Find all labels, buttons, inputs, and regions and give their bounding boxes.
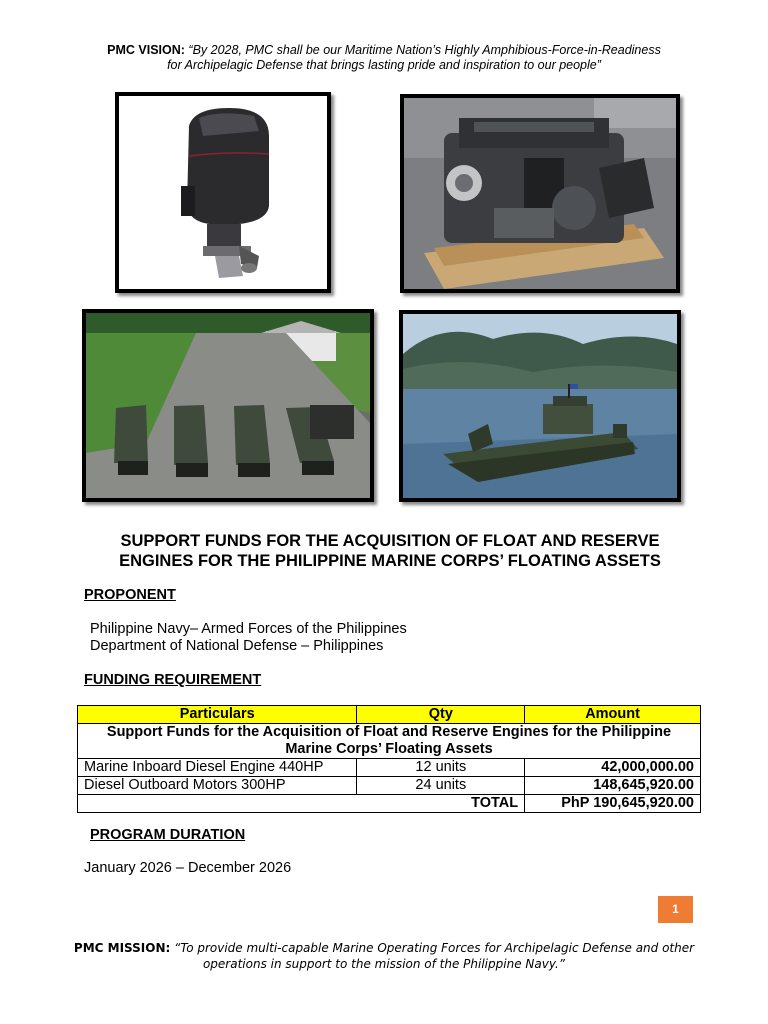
patrol-boat-icon <box>403 314 677 498</box>
particular-cell: Marine Inboard Diesel Engine 440HP <box>78 759 357 777</box>
funding-heading: FUNDING REQUIREMENT <box>84 672 262 688</box>
column-header: Qty <box>357 706 525 724</box>
duration-value: January 2026 – December 2026 <box>84 860 292 876</box>
total-label: TOTAL <box>78 795 525 813</box>
outboard-motor-icon <box>119 96 327 289</box>
group-title: Support Funds for the Acquisition of Float and Reserve Engines for the Philippine Marine Corps’ Floating Assets <box>78 724 701 759</box>
mission-statement <box>70 940 698 972</box>
proponent-heading: PROPONENT <box>84 587 176 603</box>
document-title <box>60 531 720 571</box>
boats-on-tarmac-photo <box>82 309 374 502</box>
table-total-row <box>78 795 701 813</box>
inboard-diesel-engine-photo <box>400 94 680 293</box>
table-header-row <box>78 706 701 724</box>
amount-cell: 148,645,920.00 <box>525 777 701 795</box>
title-line-2: ENGINES FOR THE PHILIPPINE MARINE CORPS’ FLOATING ASSETS <box>119 552 661 570</box>
outboard-motor-photo <box>115 92 331 293</box>
amount-cell: 42,000,000.00 <box>525 759 701 777</box>
title-line-1: SUPPORT FUNDS FOR THE ACQUISITION OF FLOAT AND RESERVE <box>120 532 660 550</box>
vision-label: PMC VISION: <box>107 43 185 57</box>
patrol-boats-icon <box>86 313 370 498</box>
vision-statement <box>0 43 768 73</box>
duration-heading: PROGRAM DURATION <box>90 827 246 843</box>
page-number-badge: 1 <box>658 896 693 923</box>
total-amount: PhP 190,645,920.00 <box>525 795 701 813</box>
table-group-row <box>78 724 701 759</box>
boat-on-water-photo <box>399 310 681 502</box>
column-header: Amount <box>525 706 701 724</box>
diesel-engine-icon <box>404 98 676 289</box>
table-row <box>78 759 701 777</box>
table-row <box>78 777 701 795</box>
proponent-line-2: Department of National Defense – Philippines <box>90 638 384 654</box>
funding-table <box>77 705 701 813</box>
proponent-details <box>90 621 407 655</box>
column-header: Particulars <box>78 706 357 724</box>
mission-label: PMC MISSION: <box>73 941 171 955</box>
vision-text-continued: for Archipelagic Defense that brings lasting pride and inspiration to our people” <box>167 58 601 72</box>
mission-text: “To provide multi-capable Marine Operating Forces for Archipelagic Defense and other operations in support to the mission of the Philippine Navy.” <box>170 941 695 971</box>
vision-text: “By 2028, PMC shall be our Maritime Nation’s Highly Amphibious-Force-in-Readiness <box>184 43 661 57</box>
qty-cell: 12 units <box>357 759 525 777</box>
particular-cell: Diesel Outboard Motors 300HP <box>78 777 357 795</box>
qty-cell: 24 units <box>357 777 525 795</box>
proponent-line-1: Philippine Navy– Armed Forces of the Philippines <box>90 621 407 637</box>
